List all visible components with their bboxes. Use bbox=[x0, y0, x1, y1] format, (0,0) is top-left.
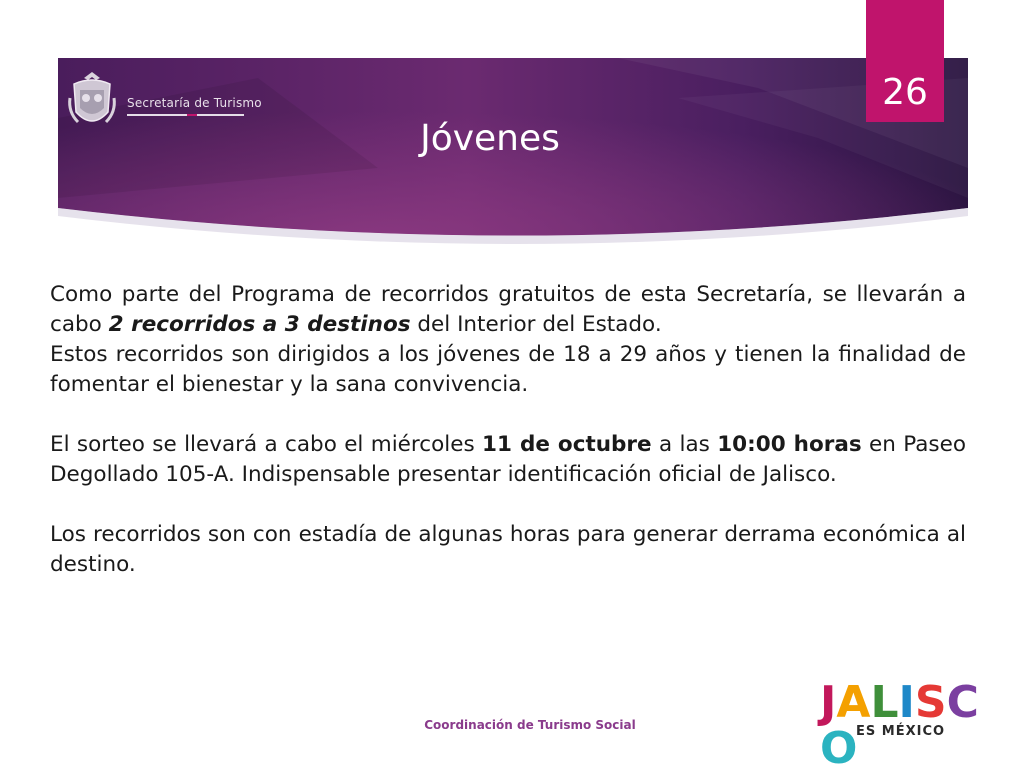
paragraph-audience: Estos recorridos son dirigidos a los jóvenes de 18 a 29 años y tienen la finalidad de fomentar el bienestar y la sana convivencia. bbox=[50, 342, 966, 397]
paragraph-program: Como parte del Programa de recorridos gratuitos de esta Secretaría, se llevarán a cabo 2 recorridos a 3 destinos del Interior del Estado. bbox=[50, 282, 966, 337]
department-underline bbox=[127, 114, 244, 116]
logo-letter: J bbox=[820, 677, 837, 728]
logo-letter: I bbox=[898, 677, 915, 728]
page-number: 26 bbox=[882, 72, 928, 113]
slide-body bbox=[50, 280, 966, 580]
logo-letter: O bbox=[820, 723, 858, 774]
jalisco-logo bbox=[820, 677, 990, 774]
logo-letter: L bbox=[870, 677, 899, 728]
state-seal-icon bbox=[66, 68, 118, 134]
logo-letter: A bbox=[836, 677, 871, 728]
footer-text: Coordinación de Turismo Social bbox=[424, 718, 636, 732]
logo-letter: S bbox=[914, 677, 947, 728]
department-name: Secretaría de Turismo bbox=[127, 96, 262, 110]
paragraph-raffle: El sorteo se llevará a cabo el miércoles 11 de octubre a las 10:00 horas en Paseo Degollado 105-A. Indispensable presentar identificación oficial de Jalisco. bbox=[50, 432, 966, 487]
slide-title: Jóvenes bbox=[420, 118, 560, 159]
logo-tagline: ES MÉXICO bbox=[856, 724, 946, 739]
paragraph-tours: Los recorridos son con estadía de algunas horas para generar derrama económica al destino. bbox=[50, 522, 966, 577]
logo-letter: C bbox=[946, 677, 979, 728]
